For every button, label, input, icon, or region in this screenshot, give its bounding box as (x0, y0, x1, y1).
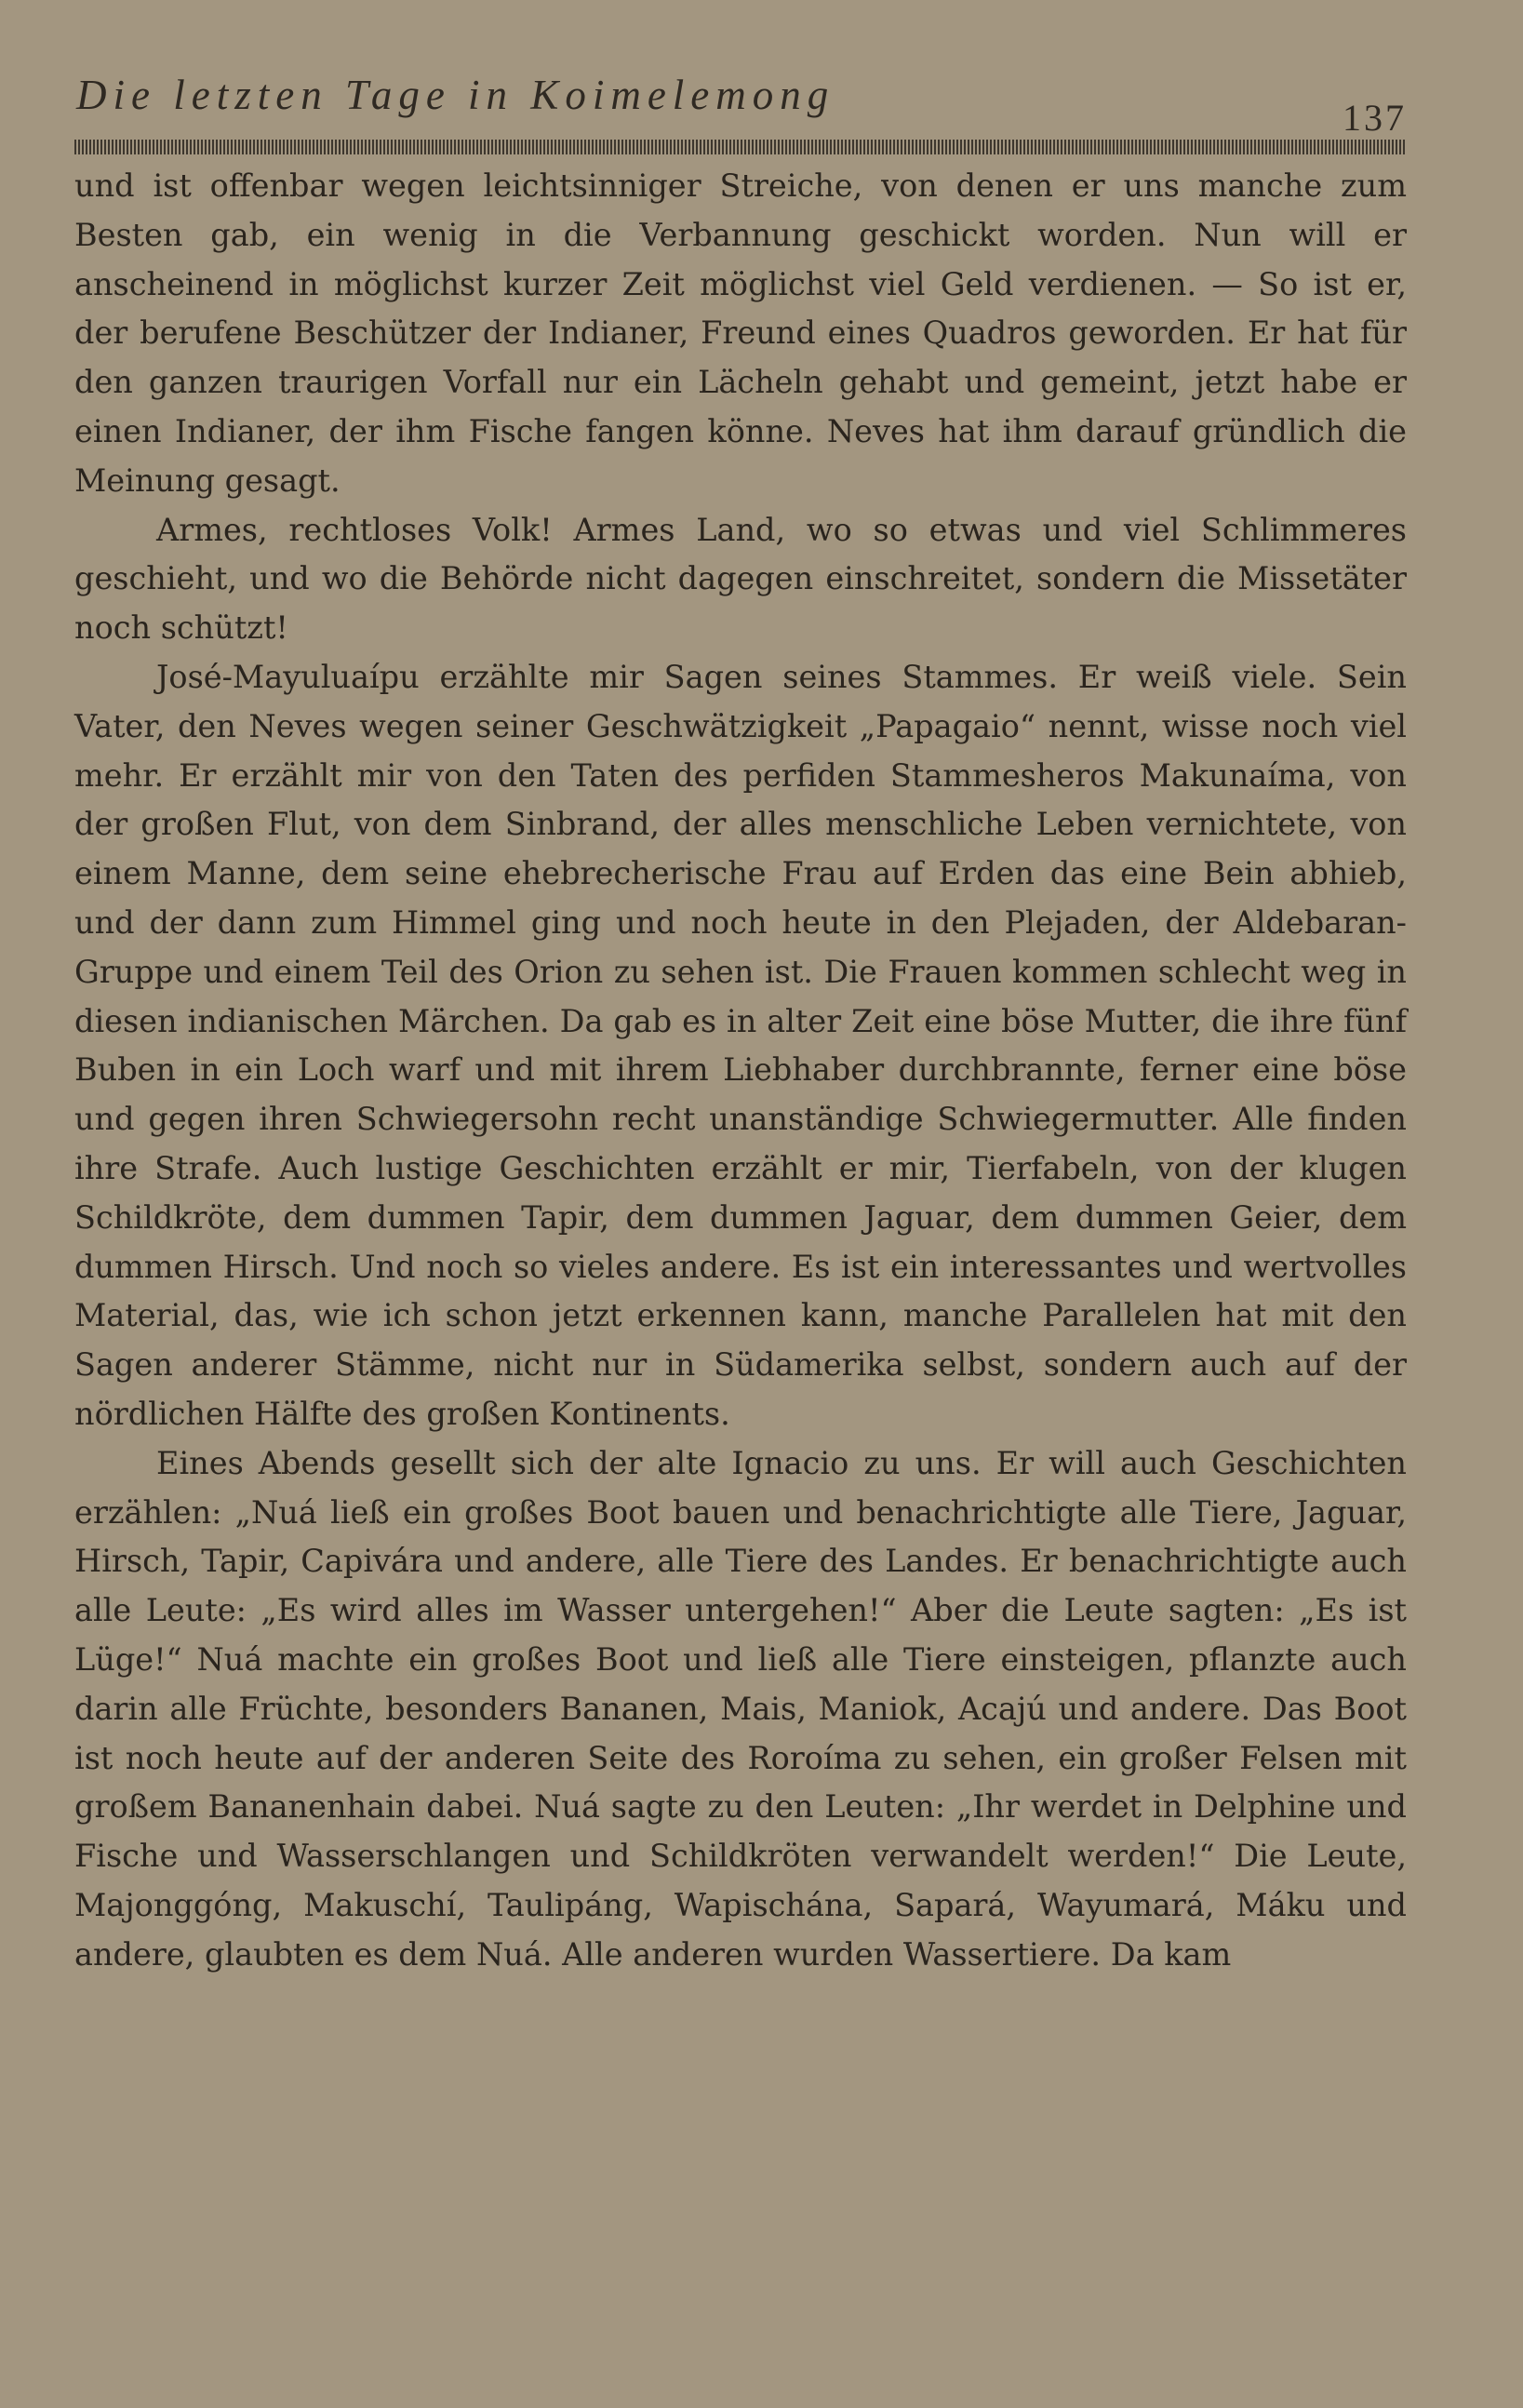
body-text (74, 162, 1407, 1979)
paragraph: José-Mayuluaípu erzählte mir Sagen seines Stammes. Er weiß viele. Sein Vater, den Neves wegen seiner Geschwätzigkeit „Papagaio“ nennt, wisse noch viel mehr. Er erzählt mir von den Taten des perfiden Stammesheros Makunaíma, von der großen Flut, von dem Sinbrand, der alles menschliche Leben vernichtete, von einem Manne, dem seine ehebrecherische Frau auf Erden das eine Bein abhieb, und der dann zum Himmel ging und noch heute in den Plejaden, der Aldebaran-Gruppe und einem Teil des Orion zu sehen ist. Die Frauen kommen schlecht weg in diesen indianischen Märchen. Da gab es in alter Zeit eine böse Mutter, die ihre fünf Buben in ein Loch warf und mit ihrem Liebhaber durchbrannte, ferner eine böse und gegen ihren Schwiegersohn recht unanständige Schwiegermutter. Alle finden ihre Strafe. Auch lustige Geschichten erzählt er mir, Tierfabeln, von der klugen Schildkröte, dem dummen Tapir, dem dummen Jaguar, dem dummen Geier, dem dummen Hirsch. Und noch so vieles andere. Es ist ein interessantes und wertvolles Material, das, wie ich schon jetzt erkennen kann, manche Parallelen hat mit den Sagen anderer Stämme, nicht nur in Südamerika selbst, sondern auch auf der nördlichen Hälfte des großen Kontinents. (74, 658, 1407, 1432)
running-title: Die letzten Tage in Koimelemong (76, 72, 835, 118)
header-rule (74, 140, 1407, 154)
page-number: 137 (1343, 97, 1407, 139)
page-header (74, 72, 1407, 139)
paragraph: und ist offenbar wegen leichtsinniger Streiche, von denen er uns manche zum Besten gab, ein wenig in die Verbannung geschickt worden. Nun will er anscheinend in möglichst kurzer Zeit möglichst viel Geld verdienen. — So ist er, der berufene Beschützer der Indianer, Freund eines Quadros geworden. Er hat für den ganzen traurigen Vorfall nur ein Lächeln gehabt und gemeint, jetzt habe er einen Indianer, der ihm Fische fangen könne. Neves hat ihm darauf gründlich die Meinung gesagt. (74, 167, 1407, 499)
paragraph: Armes, rechtloses Volk! Armes Land, wo so etwas und viel Schlimmeres geschieht, und wo die Behörde nicht dagegen einschreitet, sondern die Missetäter noch schützt! (74, 511, 1407, 647)
paragraph: Eines Abends gesellt sich der alte Ignacio zu uns. Er will auch Geschichten erzählen: „Nuá ließ ein großes Boot bauen und benachrichtigte alle Tiere, Jaguar, Hirsch, Tapir, Capivára und andere, alle Tiere des Landes. Er benachrichtigte auch alle Leute: „Es wird alles im Wasser untergehen!“ Aber die Leute sagten: „Es ist Lüge!“ Nuá machte ein großes Boot und ließ alle Tiere einsteigen, pflanzte auch darin alle Früchte, besonders Bananen, Mais, Maniok, Acajú und andere. Das Boot ist noch heute auf der anderen Seite des Roroíma zu sehen, ein großer Felsen mit großem Bananenhain dabei. Nuá sagte zu den Leuten: „Ihr werdet in Delphine und Fische und Wasserschlangen und Schildkröten verwandelt werden!“ Die Leute, Majonggóng, Makuschí, Taulipáng, Wapischána, Sapará, Wayumará, Máku und andere, glaubten es dem Nuá. Alle anderen wurden Wassertiere. Da kam (74, 1444, 1407, 1973)
book-page (74, 72, 1407, 1973)
